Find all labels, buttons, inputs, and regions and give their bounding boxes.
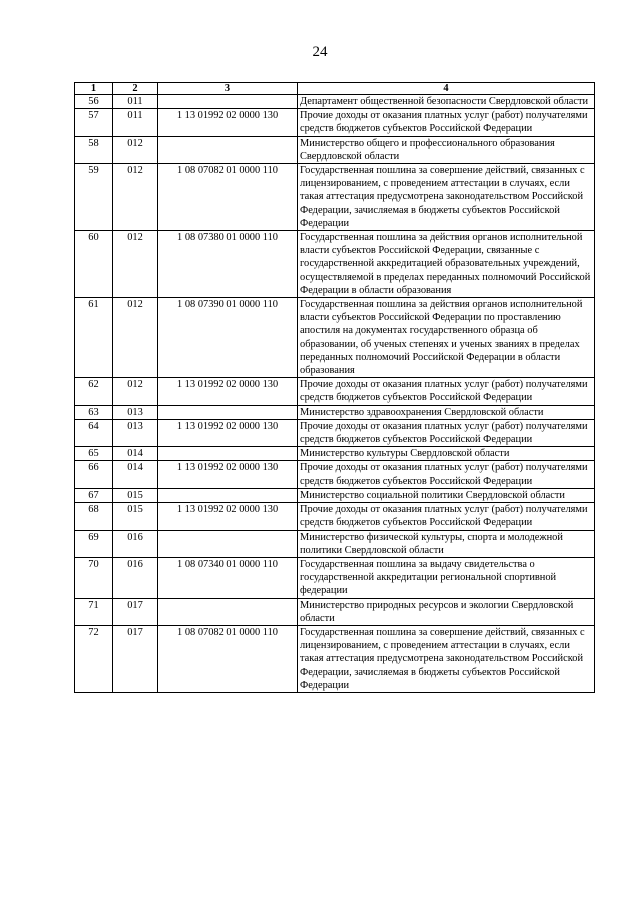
- description-cell: Прочие доходы от оказания платных услуг (работ) получателями средств бюджетов субъектов Российской Федерации: [298, 109, 595, 136]
- budget-code-cell: 1 08 07380 01 0000 110: [158, 231, 298, 298]
- row-number-cell: 64: [75, 419, 113, 446]
- header-row: [75, 83, 595, 95]
- budget-code-cell: 1 13 01992 02 0000 130: [158, 378, 298, 405]
- row-number-cell: 60: [75, 231, 113, 298]
- admin-code-cell: 016: [113, 530, 158, 557]
- table-row: [75, 136, 595, 163]
- budget-code-cell: 1 13 01992 02 0000 130: [158, 503, 298, 530]
- admin-code-cell: 011: [113, 109, 158, 136]
- row-number-cell: 57: [75, 109, 113, 136]
- admin-code-cell: 012: [113, 298, 158, 378]
- budget-code-cell: 1 08 07082 01 0000 110: [158, 164, 298, 231]
- table-row: [75, 447, 595, 461]
- row-number-cell: 71: [75, 598, 113, 625]
- header-col-4: 4: [298, 83, 595, 95]
- table-row: [75, 419, 595, 446]
- description-cell: Министерство общего и профессионального образования Свердловской области: [298, 136, 595, 163]
- description-cell: Министерство физической культуры, спорта и молодежной политики Свердловской области: [298, 530, 595, 557]
- budget-code-cell: 1 13 01992 02 0000 130: [158, 461, 298, 488]
- budget-code-cell: 1 08 07390 01 0000 110: [158, 298, 298, 378]
- description-cell: Прочие доходы от оказания платных услуг (работ) получателями средств бюджетов субъектов Российской Федерации: [298, 419, 595, 446]
- admin-code-cell: 014: [113, 447, 158, 461]
- admin-code-cell: 011: [113, 95, 158, 109]
- row-number-cell: 58: [75, 136, 113, 163]
- admin-code-cell: 013: [113, 405, 158, 419]
- row-number-cell: 70: [75, 557, 113, 598]
- header-col-1: 1: [75, 83, 113, 95]
- row-number-cell: 56: [75, 95, 113, 109]
- admin-code-cell: 012: [113, 164, 158, 231]
- description-cell: Департамент общественной безопасности Свердловской области: [298, 95, 595, 109]
- description-cell: Государственная пошлина за действия органов исполнительной власти субъектов Российской Федерации, связанные с государственной аккредитацией образовательных учреждений, осуществляемой в пределах переданных полномочий Российской Федерации в области образования: [298, 231, 595, 298]
- description-cell: Прочие доходы от оказания платных услуг (работ) получателями средств бюджетов субъектов Российской Федерации: [298, 461, 595, 488]
- admin-code-cell: 012: [113, 231, 158, 298]
- admin-code-cell: 013: [113, 419, 158, 446]
- description-cell: Государственная пошлина за совершение действий, связанных с лицензированием, с проведением аттестации в случаях, если такая аттестация предусмотрена законодательством Российской Федерации, зачисляемая в бюджеты субъектов Российской Федерации: [298, 164, 595, 231]
- budget-code-cell: [158, 405, 298, 419]
- description-cell: Прочие доходы от оказания платных услуг (работ) получателями средств бюджетов субъектов Российской Федерации: [298, 503, 595, 530]
- row-number-cell: 63: [75, 405, 113, 419]
- table-row: [75, 378, 595, 405]
- header-col-3: 3: [158, 83, 298, 95]
- table-row: [75, 298, 595, 378]
- admin-code-cell: 012: [113, 136, 158, 163]
- budget-code-cell: [158, 136, 298, 163]
- description-cell: Министерство природных ресурсов и экологии Свердловской области: [298, 598, 595, 625]
- admin-code-cell: 014: [113, 461, 158, 488]
- admin-code-cell: 015: [113, 503, 158, 530]
- budget-code-cell: 1 13 01992 02 0000 130: [158, 419, 298, 446]
- admin-code-cell: 017: [113, 598, 158, 625]
- header-col-2: 2: [113, 83, 158, 95]
- table-row: [75, 405, 595, 419]
- budget-code-cell: [158, 95, 298, 109]
- table-row: [75, 557, 595, 598]
- description-cell: Государственная пошлина за выдачу свидетельства о государственной аккредитации региональной спортивной федерации: [298, 557, 595, 598]
- description-cell: Государственная пошлина за действия органов исполнительной власти субъектов Российской Федерации по проставлению апостиля на документах государственного образца об образовании, об ученых степенях и ученых званиях в пределах переданных полномочий Российской Федерации в области образования: [298, 298, 595, 378]
- table-row: [75, 231, 595, 298]
- description-cell: Прочие доходы от оказания платных услуг (работ) получателями средств бюджетов субъектов Российской Федерации: [298, 378, 595, 405]
- table-row: [75, 109, 595, 136]
- description-cell: Государственная пошлина за совершение действий, связанных с лицензированием, с проведением аттестации в случаях, если такая аттестация предусмотрена законодательством Российской Федерации, зачисляемая в бюджеты субъектов Российской Федерации: [298, 625, 595, 692]
- row-number-cell: 65: [75, 447, 113, 461]
- row-number-cell: 72: [75, 625, 113, 692]
- table-row: [75, 488, 595, 502]
- budget-code-cell: [158, 530, 298, 557]
- admin-code-cell: 015: [113, 488, 158, 502]
- table-row: [75, 164, 595, 231]
- admin-code-cell: 017: [113, 625, 158, 692]
- row-number-cell: 68: [75, 503, 113, 530]
- budget-code-cell: 1 08 07340 01 0000 110: [158, 557, 298, 598]
- description-cell: Министерство здравоохранения Свердловской области: [298, 405, 595, 419]
- admin-code-cell: 016: [113, 557, 158, 598]
- budget-code-cell: 1 13 01992 02 0000 130: [158, 109, 298, 136]
- table-row: [75, 503, 595, 530]
- budget-revenue-table: [74, 82, 595, 693]
- description-cell: Министерство социальной политики Свердловской области: [298, 488, 595, 502]
- table-header: [75, 83, 595, 95]
- row-number-cell: 66: [75, 461, 113, 488]
- description-cell: Министерство культуры Свердловской области: [298, 447, 595, 461]
- page-number: 24: [312, 44, 328, 60]
- row-number-cell: 61: [75, 298, 113, 378]
- budget-code-cell: [158, 447, 298, 461]
- row-number-cell: 69: [75, 530, 113, 557]
- table-row: [75, 95, 595, 109]
- row-number-cell: 62: [75, 378, 113, 405]
- admin-code-cell: 012: [113, 378, 158, 405]
- table-row: [75, 598, 595, 625]
- table-body: [75, 95, 595, 693]
- budget-code-cell: [158, 488, 298, 502]
- table-row: [75, 461, 595, 488]
- row-number-cell: 59: [75, 164, 113, 231]
- budget-code-cell: [158, 598, 298, 625]
- row-number-cell: 67: [75, 488, 113, 502]
- table-row: [75, 625, 595, 692]
- budget-code-cell: 1 08 07082 01 0000 110: [158, 625, 298, 692]
- table-row: [75, 530, 595, 557]
